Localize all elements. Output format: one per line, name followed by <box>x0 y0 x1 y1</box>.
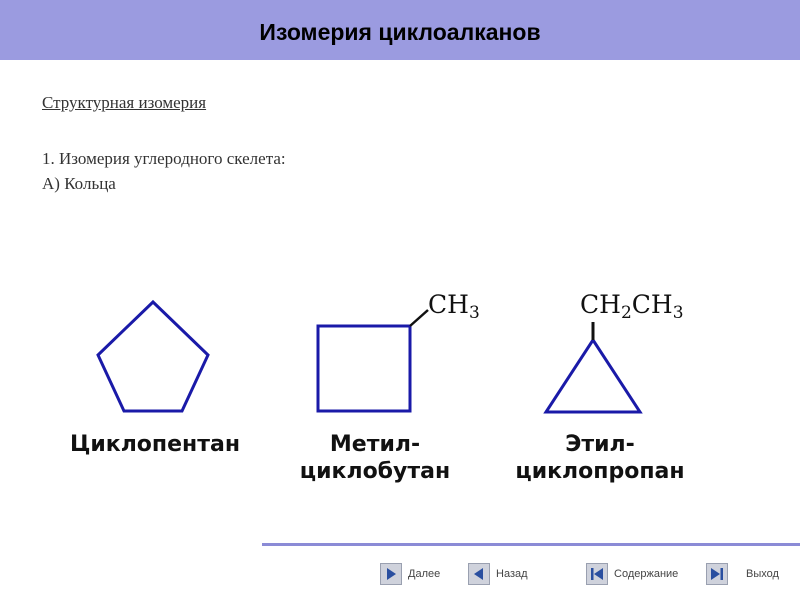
play-right-icon <box>380 563 402 585</box>
ethylcyclopropane-label <box>500 431 700 485</box>
exit-button[interactable] <box>706 562 779 586</box>
cyclopentane-label-line: Циклопентан <box>69 432 241 457</box>
ethylcyclopropane-label-line-2: циклопропан <box>515 459 685 484</box>
section-subtitle: Структурная изомерия <box>42 93 207 112</box>
cyclobutane-ring <box>318 326 410 411</box>
next-button[interactable] <box>380 562 440 586</box>
isomerism-point-1: 1. Изомерия углеродного скелета: <box>42 149 286 168</box>
contents-button[interactable] <box>586 562 678 586</box>
exit-button-label: Выход <box>746 568 779 580</box>
back-button[interactable] <box>468 562 528 586</box>
contents-button-label: Содержание <box>614 568 679 580</box>
cyclopentane-label <box>50 431 260 458</box>
next-button-label: Далее <box>408 568 441 580</box>
page-title: Изомерия циклоалканов <box>259 19 541 45</box>
ethyl-formula: $CH_2CH_3$ <box>580 290 684 323</box>
methyl-bond <box>410 310 428 326</box>
back-button-label: Назад <box>496 568 528 580</box>
methylcyclobutane-label-line-2: циклобутан <box>299 459 451 484</box>
methylcyclobutane-label <box>280 431 470 485</box>
skip-end-icon <box>706 563 728 585</box>
isomerism-point-a: А) Кольца <box>42 174 116 193</box>
methyl-formula: $CH_3$ <box>428 290 480 323</box>
cyclopentane-ring <box>98 302 208 411</box>
play-left-icon <box>468 563 490 585</box>
cyclopropane-ring <box>546 340 640 412</box>
ethylcyclopropane-label-line-1: Этил- <box>565 432 635 457</box>
skip-start-icon <box>586 563 608 585</box>
footer-divider <box>262 543 800 546</box>
methylcyclobutane-label-line-1: Метил- <box>329 432 421 457</box>
